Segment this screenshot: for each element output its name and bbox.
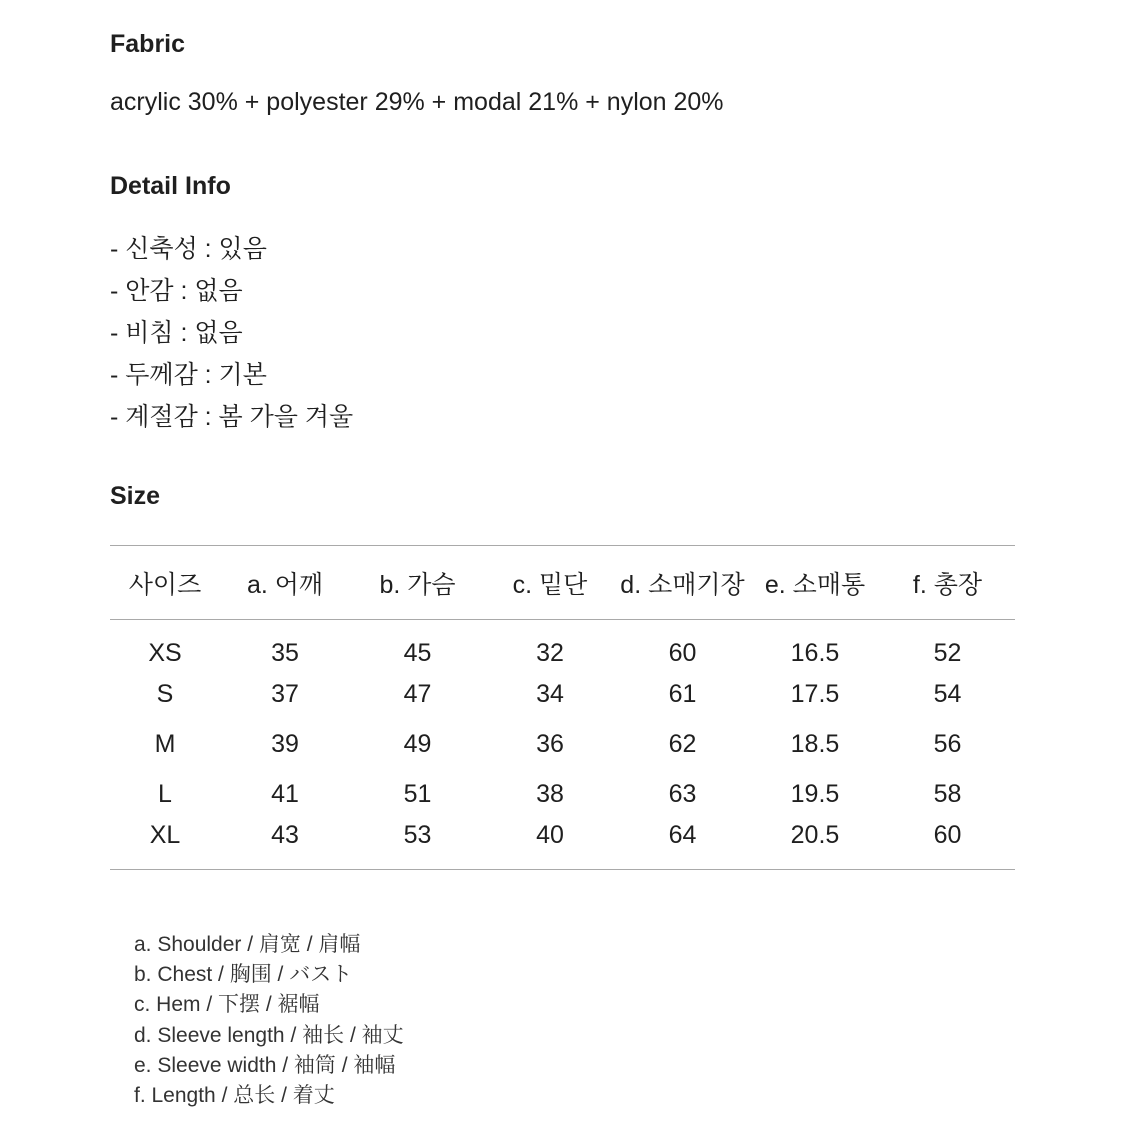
legend-item-sleeve-width: e. Sleeve width / 袖筒 / 袖幅 xyxy=(134,1053,396,1077)
table-cell: L xyxy=(158,780,172,808)
fabric-composition: acrylic 30% + polyester 29% + modal 21% + nylon 20% xyxy=(110,88,724,116)
table-row xyxy=(110,620,1015,670)
legend-item-sleeve-length: d. Sleeve length / 袖长 / 袖丈 xyxy=(134,1023,404,1047)
table-cell: 58 xyxy=(933,780,962,808)
table-cell: 17.5 xyxy=(790,680,840,708)
header-shoulder: a. 어깨 xyxy=(246,570,324,599)
table-cell: 47 xyxy=(403,680,432,708)
header-length: f. 총장 xyxy=(912,570,983,599)
measurement-legend xyxy=(134,930,404,1111)
legend-item-length: f. Length / 总长 / 着丈 xyxy=(134,1083,335,1107)
size-heading: Size xyxy=(110,482,161,510)
header-size: 사이즈 xyxy=(128,570,202,599)
table-cell: 19.5 xyxy=(790,780,840,808)
header-hem: c. 밑단 xyxy=(512,570,588,599)
header-sleeve-width: e. 소매통 xyxy=(764,570,866,599)
table-cell: 18.5 xyxy=(790,730,840,758)
detail-item-sheerness: - 비침 : 없음 xyxy=(110,319,243,347)
detail-item-lining: - 안감 : 없음 xyxy=(110,277,243,305)
table-cell: 60 xyxy=(668,639,697,668)
size-table xyxy=(110,545,1015,870)
size-table-header-row xyxy=(110,546,1015,620)
table-cell: 32 xyxy=(536,639,564,668)
table-cell: 56 xyxy=(933,730,962,758)
table-cell: 51 xyxy=(403,780,432,808)
table-cell: 40 xyxy=(536,821,564,850)
table-cell: XS xyxy=(148,639,182,668)
table-row xyxy=(110,820,1015,870)
table-row xyxy=(110,770,1015,820)
table-cell: 37 xyxy=(271,680,299,708)
table-cell: 62 xyxy=(668,730,697,758)
table-cell: 34 xyxy=(536,680,564,708)
table-row xyxy=(110,670,1015,720)
fabric-heading: Fabric xyxy=(110,30,186,58)
table-cell: 64 xyxy=(668,821,697,850)
table-cell: 45 xyxy=(403,639,432,668)
table-cell: 49 xyxy=(403,730,432,758)
detail-info-heading: Detail Info xyxy=(110,172,231,200)
legend-item-hem: c. Hem / 下摆 / 裾幅 xyxy=(134,993,320,1017)
table-cell: 39 xyxy=(271,730,299,758)
table-cell: 61 xyxy=(668,680,697,708)
table-cell: 38 xyxy=(536,780,564,808)
detail-info-list xyxy=(110,228,353,438)
table-cell: 60 xyxy=(933,821,962,850)
legend-item-chest: b. Chest / 胸围 / バスト xyxy=(134,963,353,987)
legend-item-shoulder: a. Shoulder / 肩宽 / 肩幅 xyxy=(134,933,361,956)
table-cell: 20.5 xyxy=(790,821,840,850)
table-cell: 53 xyxy=(403,821,432,850)
table-cell: 43 xyxy=(271,821,299,850)
table-cell: XL xyxy=(149,821,181,850)
table-cell: 63 xyxy=(668,780,697,808)
table-cell: M xyxy=(154,730,176,758)
header-sleeve-length: d. 소매기장 xyxy=(620,570,745,599)
table-cell: 41 xyxy=(271,780,299,808)
header-chest: b. 가슴 xyxy=(379,570,456,599)
table-cell: 36 xyxy=(536,730,564,758)
table-cell: 52 xyxy=(933,639,962,668)
table-row xyxy=(110,720,1015,770)
table-cell: 35 xyxy=(271,639,299,668)
detail-item-season: - 계절감 : 봄 가을 겨울 xyxy=(110,403,354,431)
detail-item-thickness: - 두께감 : 기본 xyxy=(110,361,267,389)
table-cell: 16.5 xyxy=(790,639,840,668)
detail-item-stretch: - 신축성 : 있음 xyxy=(110,235,267,263)
table-cell: S xyxy=(156,680,174,708)
table-cell: 54 xyxy=(933,680,962,708)
